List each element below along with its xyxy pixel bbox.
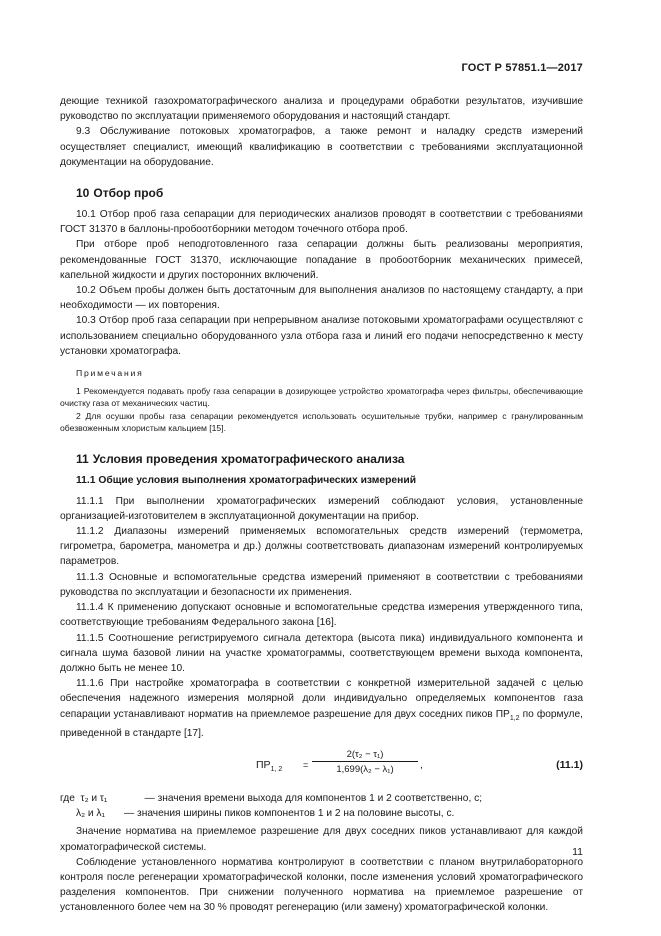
section-11-number: 11 <box>76 451 89 466</box>
where-line-1 <box>60 791 583 806</box>
formula-label: (11.1) <box>556 758 583 771</box>
paragraph-11-1-1: 11.1.1 При выполнении хроматографических измерений соблюдают условия, установленные организацией-изготовителем в эксплуатационной документации на прибор. <box>60 495 583 522</box>
paragraph-11-1-4: 11.1.4 К применению допускают основные и вспомогательные средства измерения утвержденного типа, соответствующие требованиям Федерального закона [16]. <box>60 602 583 629</box>
page-number: 11 <box>572 846 583 858</box>
note-2: 2 Для осушки пробы газа сепарации рекомендуется использовать осушительные трубки, например с гранулированным обезвоженным хлористым кальцием [15]. <box>60 410 583 434</box>
section-10-heading <box>60 185 583 201</box>
paragraph-11-1-3: 11.1.3 Основные и вспомогательные средства измерений применяют в соответствии с требованиями руководства по эксплуатации и безопасности их применения. <box>60 571 583 598</box>
paragraph-11-1-5: 11.1.5 Соотношение регистрируемого сигнала детектора (высота пика) индивидуального компонента и сигнала шума базовой линии на участке хроматограммы, соответствующем времени выхода компонента, должно быть не менее 10. <box>60 632 583 674</box>
paragraph-11-1-6 <box>60 676 583 741</box>
paragraph-9-3: 9.3 Обслуживание потоковых хроматографов, а также ремонт и наладку средств измерений осуществляет специалист, имеющий квалификацию в соответствии с требованиями эксплуатационной документации на оборудование. <box>60 126 583 168</box>
section-10-number: 10 <box>76 186 90 201</box>
section-11-title: Условия проведения хроматографического анализа <box>92 451 405 466</box>
where-line-2 <box>60 806 583 821</box>
paragraph-10-1-cont: При отборе проб неподготовленного газа сепарации должны быть реализованы мероприятия, рекомендованные ГОСТ 31370, исключающие попадание в пробоотборник механических примесей, капельной жидкости и других посторонних включений. <box>60 239 583 281</box>
where-symbol-tau: τ₂ и τ₁ <box>80 792 108 804</box>
formula-equals: = <box>303 759 309 770</box>
paragraph-norm-control: Соблюдение установленного норматива контролируют в соответствии с планом внутрилабораторного контроля после регенерации хроматографической колонки, после изменения условий хроматографического разделения компонентов. При снижении полученного норматива на приемлемое разрешение от установленного более чем на 30 % проводят регенерацию (или замену) хроматографической колонки. <box>60 856 583 914</box>
page-content <box>60 94 583 916</box>
formula-lhs <box>256 759 282 773</box>
paragraph-10-2: 10.2 Объем пробы должен быть достаточным для выполнения анализов по настоящему стандарту, а при необходимости — их повторения. <box>60 285 583 312</box>
formula-11-1 <box>60 749 583 785</box>
paragraph-11-1-2: 11.1.2 Диапазоны измерений применяемых вспомогательных средств измерений (термометра, гигрометра, барометра, манометра и др.) должны соответствовать диапазонам измерений контролируемых параметров. <box>60 526 583 568</box>
paragraph-10-3: 10.3 Отбор проб газа сепарации при непрерывном анализе потоковыми хроматографами осуществляют с использованием специально оборудованного узла отбора газа и линий его подачи непосредственно к месту установки хроматографа. <box>60 315 583 357</box>
paragraph-11-1-6-sub: 1,2 <box>509 714 520 722</box>
section-11-heading <box>60 451 583 467</box>
formula-fraction <box>312 749 418 775</box>
note-1: 1 Рекомендуется подавать пробу газа сепарации в дозирующее устройство хроматографа через фильтры, обеспечивающие очистку газа от механических частиц. <box>60 386 583 409</box>
formula-lhs-subscript: 1, 2 <box>270 766 283 774</box>
formula-lhs-symbol: ПР <box>256 758 271 771</box>
paragraph-11-1-6-tail: по формуле, приведенной в стандарте [17]. <box>60 708 583 739</box>
section-10-title: Отбор проб <box>93 186 164 201</box>
notes-title: Примечания <box>76 368 144 379</box>
where-text-lambda: — значения ширины пиков компонентов 1 и 2 на половине высоты, с. <box>124 808 455 820</box>
where-text-tau: — значения времени выхода для компонентов 1 и 2 соответственно, с; <box>144 792 483 804</box>
where-prefix: где <box>60 792 75 804</box>
paragraph-continuation: деющие техникой газохроматографического анализа и процедурами обработки результатов, изучившие руководство по эксплуатации применяемого оборудования и настоящий стандарт. <box>60 96 583 123</box>
paragraph-10-1: 10.1 Отбор проб газа сепарации для периодических анализов проводят в соответствии с требованиями ГОСТ 31370 в баллоны-пробоотборники методом точечного отбора проб. <box>60 209 583 236</box>
where-symbol-lambda: λ₂ и λ₁ <box>76 808 105 820</box>
paragraph-11-1-6-main: 11.1.6 При настройке хроматографа в соответствии с конкретной измерительной задачей с целью обеспечения надежного измерения молярной доли индивидуально определяемых компонентов газа сепарации устанавливают норматив на приемлемое разрешение для двух соседних пиков ПР <box>60 678 583 720</box>
formula-comma: , <box>420 758 423 771</box>
formula-numerator: 2(τ₂ − τ₁) <box>312 749 418 762</box>
document-header: ГОСТ Р 57851.1—2017 <box>461 62 583 74</box>
paragraph-norm-value: Значение норматива на приемлемое разрешение для двух соседних пиков устанавливают для каждой хроматографической системы. <box>60 826 583 853</box>
subsection-11-1-heading: 11.1 Общие условия выполнения хроматографических измерений <box>76 474 417 486</box>
formula-denominator: 1,699(λ₂ − λ₁) <box>336 763 394 775</box>
